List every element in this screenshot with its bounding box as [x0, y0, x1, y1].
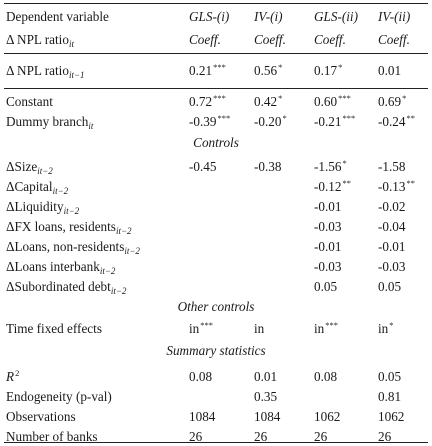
table-row: [0, 389, 432, 405]
table-cell: 0.01: [378, 63, 402, 78]
row-label: Dummy branch$_{it}$: [6, 114, 94, 131]
table-cell: -0.01: [314, 199, 342, 214]
bottom-rule: [4, 442, 428, 443]
dependent-variable-label: Dependent variable: [6, 9, 109, 24]
table-cell: -0.01: [314, 239, 342, 254]
significance-stars: *: [342, 158, 347, 168]
significance-stars: ***: [200, 320, 214, 330]
coeff-label: Coeff.: [378, 32, 410, 47]
table-row: [0, 409, 432, 425]
table-cell: -0.03: [378, 259, 406, 274]
table-row: [0, 259, 432, 275]
significance-stars: *: [278, 62, 283, 72]
table-row: [0, 179, 432, 195]
table-cell: 0.72***: [189, 93, 226, 109]
table-cell: -0.01: [378, 239, 406, 254]
top-rule: [4, 3, 428, 4]
table-cell: in***: [314, 320, 339, 336]
significance-stars: *: [282, 113, 287, 123]
table-cell: 0.05: [378, 279, 402, 294]
row-label: Number of banks: [6, 429, 98, 444]
table-cell: 26: [378, 429, 392, 444]
table-cell: -0.04: [378, 219, 406, 234]
separator-rule: [4, 88, 428, 89]
coeff-label: Coeff.: [314, 32, 346, 47]
section-other-controls: Other controls: [177, 299, 255, 314]
row-label: ΔCapital$_{it-2}$: [6, 179, 69, 196]
table-cell: 0.05: [314, 279, 338, 294]
table-cell: -0.38: [254, 159, 282, 174]
table-row: [0, 199, 432, 215]
header-rule: [4, 53, 428, 54]
significance-stars: ***: [338, 93, 351, 103]
column-header: IV-(i): [254, 9, 283, 24]
row-label: ΔLiquidity$_{it-2}$: [6, 199, 80, 216]
table-cell: 1084: [189, 409, 216, 424]
significance-stars: ***: [213, 93, 226, 103]
significance-stars: **: [406, 113, 415, 123]
column-header: GLS-(i): [189, 9, 230, 24]
table-row: [0, 114, 432, 130]
section-summary-statistics: Summary statistics: [166, 343, 266, 358]
table-cell: 0.81: [378, 389, 402, 404]
table-cell: -0.03: [314, 259, 342, 274]
table-cell: [254, 279, 255, 296]
table-cell: -0.02: [378, 199, 406, 214]
column-header: IV-(ii): [378, 9, 411, 24]
table-cell: 1062: [378, 409, 405, 424]
table-cell: -1.58: [378, 159, 406, 174]
table-cell: 26: [189, 429, 203, 444]
table-cell: [189, 199, 190, 216]
table-cell: [189, 259, 190, 276]
row-label: Endogeneity (p-val): [6, 389, 112, 404]
table-cell: 0.05: [378, 369, 402, 384]
row-label: $R^2$: [6, 368, 20, 384]
significance-stars: *: [278, 93, 283, 103]
table-cell: -1.56*: [314, 158, 347, 174]
significance-stars: ***: [325, 320, 339, 330]
significance-stars: *: [402, 93, 407, 103]
table-cell: 1084: [254, 409, 281, 424]
table-cell: [254, 259, 255, 276]
table-row: [0, 321, 432, 337]
table-cell: 0.08: [314, 369, 338, 384]
table-cell: -0.13**: [378, 178, 415, 194]
table-cell: 0.69*: [378, 93, 407, 109]
table-cell: 0.42*: [254, 93, 283, 109]
table-cell: -0.24**: [378, 113, 415, 129]
table-cell: [189, 279, 190, 296]
table-cell: -0.39***: [189, 113, 231, 129]
row-label: ΔLoans, non-residents$_{it-2}$: [6, 239, 140, 256]
row-label: Observations: [6, 409, 76, 424]
table-cell: 0.21***: [189, 62, 226, 78]
row-label: ΔSubordinated debt$_{it-2}$: [6, 279, 127, 296]
subheader-row: [0, 32, 432, 48]
table-row: [0, 94, 432, 110]
table-cell: in: [254, 321, 265, 336]
significance-stars: ***: [213, 62, 226, 72]
table-cell: 0.35: [254, 389, 278, 404]
dependent-variable: Δ NPL ratio$_{it}$: [6, 32, 74, 49]
table-cell: [189, 239, 190, 256]
coeff-label: Coeff.: [189, 32, 221, 47]
row-label: Time fixed effects: [6, 321, 102, 336]
table-cell: 26: [254, 429, 268, 444]
table-cell: [314, 389, 315, 406]
table-cell: -0.45: [189, 159, 217, 174]
table-cell: -0.20*: [254, 113, 287, 129]
table-cell: [189, 389, 190, 406]
table-cell: 26: [314, 429, 328, 444]
header-row: [0, 9, 432, 25]
table-row: [0, 239, 432, 255]
table-cell: 0.08: [189, 369, 213, 384]
significance-stars: *: [389, 320, 394, 330]
table-cell: 0.56*: [254, 62, 283, 78]
table-cell: in*: [378, 320, 394, 336]
table-row: [0, 219, 432, 235]
row-label: ΔLoans interbank$_{it-2}$: [6, 259, 116, 276]
table-row: [0, 159, 432, 175]
table-cell: [254, 199, 255, 216]
coeff-label: Coeff.: [254, 32, 286, 47]
significance-stars: **: [342, 178, 351, 188]
significance-stars: **: [406, 178, 415, 188]
table-cell: [254, 179, 255, 196]
table-cell: -0.21***: [314, 113, 356, 129]
table-cell: in***: [189, 320, 214, 336]
table-cell: [189, 219, 190, 236]
row-label: Constant: [6, 94, 53, 109]
table-cell: 0.17*: [314, 62, 343, 78]
table-cell: 0.01: [254, 369, 278, 384]
table-row: [0, 279, 432, 295]
table-cell: -0.03: [314, 219, 342, 234]
table-cell: 1062: [314, 409, 341, 424]
table-cell: 0.60***: [314, 93, 351, 109]
table-row: [0, 369, 432, 385]
significance-stars: ***: [217, 113, 231, 123]
row-label: ΔFX loans, residents$_{it-2}$: [6, 219, 132, 236]
table-cell: -0.12**: [314, 178, 351, 194]
significance-stars: ***: [342, 113, 356, 123]
table-cell: [189, 179, 190, 196]
row-label: ΔSize$_{it-2}$: [6, 159, 53, 176]
significance-stars: *: [338, 62, 343, 72]
column-header: GLS-(ii): [314, 9, 358, 24]
table-row: [0, 63, 432, 79]
section-controls: Controls: [193, 135, 239, 150]
table-cell: [254, 219, 255, 236]
row-label: Δ NPL ratio$_{it-1}$: [6, 63, 85, 80]
table-cell: [254, 239, 255, 256]
